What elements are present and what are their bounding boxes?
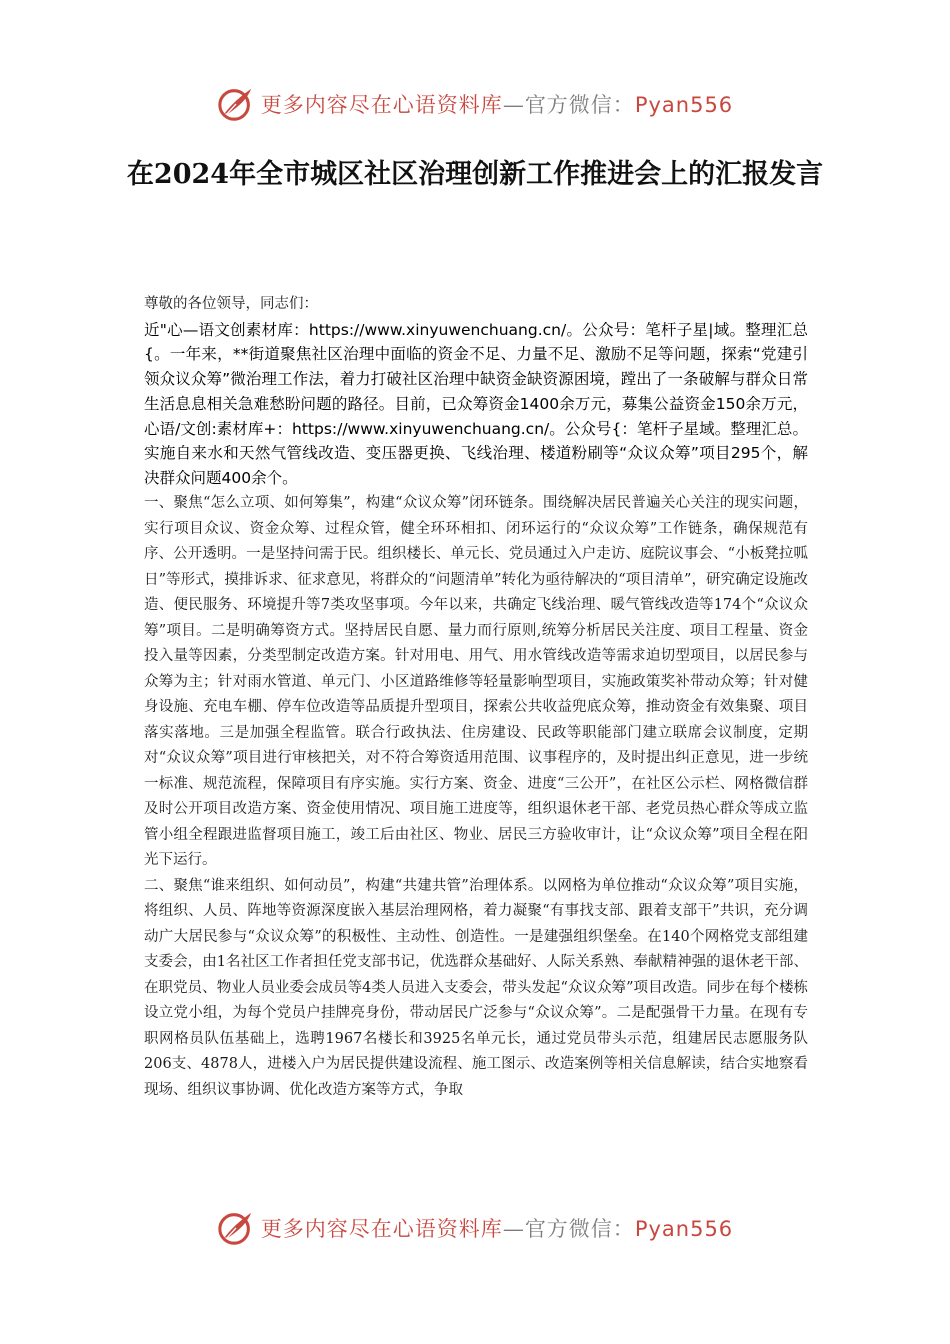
banner-wechat-id: Pyan556 [634, 1217, 734, 1241]
banner-site-name: 更多内容尽在心语资料库 [260, 1217, 503, 1241]
document-title: 在2024年全市城区社区治理创新工作推进会上的汇报发言 [126, 159, 824, 190]
section-1-paragraph: 一、聚焦“怎么立项、如何筹集”，构建“众议众筹”闭环链条。围绕解决居民普遍关心关注的现实问题，实行项目众议、资金众筹、过程众管，健全环环相扣、闭环运行的“众议众筹”工作链条，确保规范有序、公开透明。一是坚持问需于民。组织楼长、单元长、党员通过入户走访、庭院议事会、“小板凳拉呱日”等形式，摸排诉求、征求意见，将群众的“问题清单”转化为亟待解决的“项目清单”，研究确定设施改造、便民服务、环境提升等7类攻坚事项。今年以来，共确定飞线治理、暖气管线改造等174个“众议众筹”项目。二是明确筹资方式。坚持居民自愿、量力而行原则,统筹分析居民关注度、项目工程量、资金投入量等因素，分类型制定改造方案。针对用电、用气、用水管线改造等需求迫切型项目，以居民参与众筹为主；针对雨水管道、单元门、小区道路维修等轻量影响型项目，实施政策奖补带动众筹；针对健身设施、充电车棚、停车位改造等品质提升型项目，探索公共收益兜底众筹，推动资金有效集聚、项目落实落地。三是加强全程监管。联合行政执法、住房建设、民政等职能部门建立联席会议制度，定期对“众议众筹”项目进行审核把关，对不符合筹资适用范围、议事程序的，及时提出纠正意见，进一步统一标准、规范流程，保障项目有序实施。实行方案、资金、进度“三公开”，在社区公示栏、网格微信群及时公开项目改造方案、资金使用情况、项目施工进度等，组织退休老干部、老党员热心群众等成立监管小组全程跟进监督项目施工，竣工后由社区、物业、居民三方验收审计，让“众议众筹”项目全程在阳光下运行。 [144, 495, 808, 869]
banner-wechat-id: Pyan556 [634, 93, 734, 117]
section-2-paragraph: 二、聚焦“谁来组织、如何动员”，构建“共建共管”治理体系。以网格为单位推动“众议众筹”项目实施，将组织、人员、阵地等资源深度嵌入基层治理网格，着力凝聚“有事找支部、跟着支部干”共识，充分调动广大居民参与“众议众筹”的积极性、主动性、创造性。一是建强组织堡垒。在140个网格党支部组建支委会，由1名社区工作者担任党支部书记，优选群众基础好、人际关系熟、奉献精神强的退休老干部、在职党员、物业人员业委会成员等4类人员进入支委会，带头发起“众议众筹”项目改造。同步在每个楼栋设立党小组，为每个党员户挂牌亮身份，带动居民广泛参与“众议众筹”。二是配强骨干力量。在现有专职网格员队伍基础上，选聘1967名楼长和3925名单元长，通过党员带头示范，组建居民志愿服务队206支、4878人，进楼入户为居民提供建设流程、施工图示、改造案例等相关信息解读，结合实地察看现场、组织议事协调、优化改造方案等方式，争取 [144, 877, 808, 1098]
document-body [144, 292, 808, 1103]
quill-logo-icon [217, 1209, 255, 1247]
banner-text [261, 1213, 733, 1243]
salutation: 尊敬的各位领导，同志们： [144, 296, 318, 312]
footer-banner [0, 1206, 950, 1250]
banner-site-name: 更多内容尽在心语资料库 [260, 93, 503, 117]
banner-wechat-label: —官方微信： [502, 1217, 635, 1241]
banner-wechat-label: —官方微信： [502, 93, 635, 117]
quill-logo-icon [217, 85, 255, 123]
banner-text [261, 89, 733, 119]
intro-paragraph: 近"心—语文创素材库：https://www.xinyuwenchuang.cn/。公众号：笔杆子星|域。整理汇总{。一年来，**街道聚焦社区治理中面临的资金不足、力量不足、激励不足等问题，探索“党建引领众议众筹”微治理工作法，着力打破社区治理中缺资金缺资源困境，蹚出了一条破解与群众日常生活息息相关急难愁盼问题的路径。目前，已众筹资金1400余万元，募集公益资金150余万元，心语/文创:素材库+：https://www.xinyuwenchuang.cn/。公众号{：笔杆子星域。整理汇总。实施自来水和天然气管线改造、变压器更换、飞线治理、楼道粉刷等“众议众筹”项目295个，解决群众问题400余个。 [144, 320, 808, 488]
header-banner [0, 82, 950, 126]
